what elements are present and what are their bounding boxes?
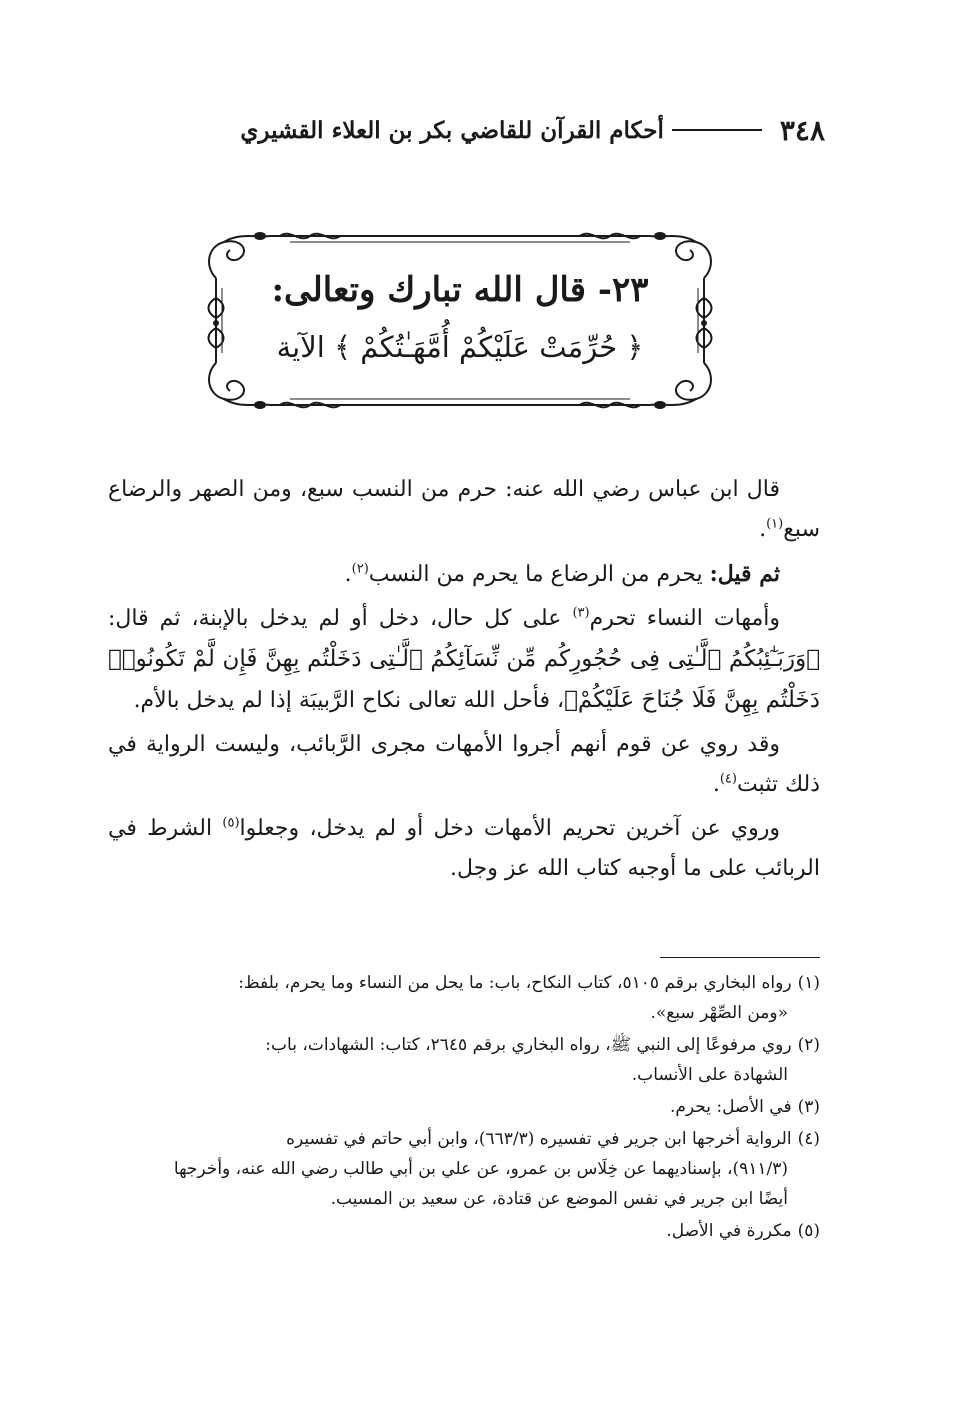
section-verse [200, 330, 720, 364]
paragraph-2: ثم قيل: يحرم من الرضاع ما يحرم من النسب$^{(٢)}$. [344, 561, 780, 587]
footnote-ref-4[interactable]: (٤) [719, 771, 737, 787]
header-rule [672, 129, 762, 131]
page-header [105, 110, 825, 150]
verse-text: حُرِّمَتْ عَلَيْكُمْ أُمَّهَـٰتُكُمْ [360, 330, 618, 364]
verse-open-bracket: ﴿ [626, 330, 644, 364]
body-text [108, 470, 820, 893]
paragraph-1: قال ابن عباس رضي الله عنه: حرم من النسب سبع، ومن الصهر والرضاع سبع$^{(١)}$. [108, 477, 820, 542]
ornamental-border-icon [200, 228, 720, 413]
footnote-3: (٣)في الأصل: يحرم. [670, 1097, 820, 1117]
quran-quote: ﴿وَرَبَـٰٓئِبُكُمُ ٱلَّـٰتِى فِى حُجُورِكُم مِّن نِّسَآئِكُمُ ٱلَّـٰتِى دَخَلْتُم بِهِنَّ فَإِن لَّمْ تَكُونُوا۟ دَخَلْتُم بِهِنَّ فَلَا جُنَاحَ عَلَيْكُمْ﴾ [108, 646, 820, 713]
footnote-5: (٥)مكررة في الأصل. [666, 1221, 820, 1241]
page-number: ٣٤٨ [779, 113, 825, 147]
footnote-1: (١)رواه البخاري برقم ٥١٠٥، كتاب النكاح، باب: ما يحل من النساء وما يحرم، بلفظ: «ومن الصِّهْر سبع». [238, 973, 820, 1023]
footnote-2: (٢)روي مرفوعًا إلى النبي ﷺ، رواه البخاري برقم ٢٦٤٥، كتاب: الشهادات، باب: الشهادة على الأنساب. [265, 1035, 820, 1085]
section-frame [200, 228, 720, 413]
verse-suffix: الآية [276, 330, 325, 364]
footnote-ref-1[interactable]: (١) [766, 516, 784, 532]
running-title: أحكام القرآن للقاضي بكر بن العلاء القشيري [240, 116, 664, 144]
section-heading: ٢٣- قال الله تبارك وتعالى: [271, 270, 649, 310]
footnotes [108, 968, 820, 1248]
footnote-ref-2[interactable]: (٢) [351, 561, 369, 577]
paragraph-4: وقد روي عن قوم أنهم أجروا الأمهات مجرى الرَّبائب، وليست الرواية في ذلك تثبت$^{(٤)}$. [108, 732, 820, 797]
footnote-divider [660, 957, 820, 958]
paragraph-5: وروي عن آخرين تحريم الأمهات دخل أو لم يدخل، وجعلوا$^{(٥)}$ الشرط في الربائب على ما أوجبه كتاب الله عز وجل. [108, 815, 820, 881]
paragraph-3: وأمهات النساء تحرم$^{(٣)}$ على كل حال، دخل أو لم يدخل بالإبنة، ثم قال: ﴿وَرَبَـٰٓئِبُكُمُ ٱلَّـٰتِى فِى حُجُورِكُم مِّن نِّسَآئِكُمُ ٱلَّـٰتِى دَخَلْتُم بِهِنَّ فَإِن لَّمْ تَكُونُوا۟ دَخَلْتُم بِهِنَّ فَلَا جُنَاحَ عَلَيْكُمْ﴾، فأحل الله تعالى نكاح الرَّبيبَة إذا لم يدخل بالأم. [108, 605, 820, 713]
footnote-ref-3[interactable]: (٣) [572, 605, 590, 621]
footnote-4: (٤)الرواية أخرجها ابن جرير في تفسيره (٦٦٣/٣)، وابن أبي حاتم في تفسيره (٩١١/٣)، بإسناديهما عن خِلَاس بن عمرو، عن علي بن أبي طالب رضي الله عنه، وأخرجها أيضًا ابن جرير في نفس الموضع عن قتادة، عن سعيد بن المسيب. [173, 1129, 820, 1209]
footnote-ref-5[interactable]: (٥) [222, 815, 240, 831]
verse-close-bracket: ﴾ [334, 330, 352, 364]
